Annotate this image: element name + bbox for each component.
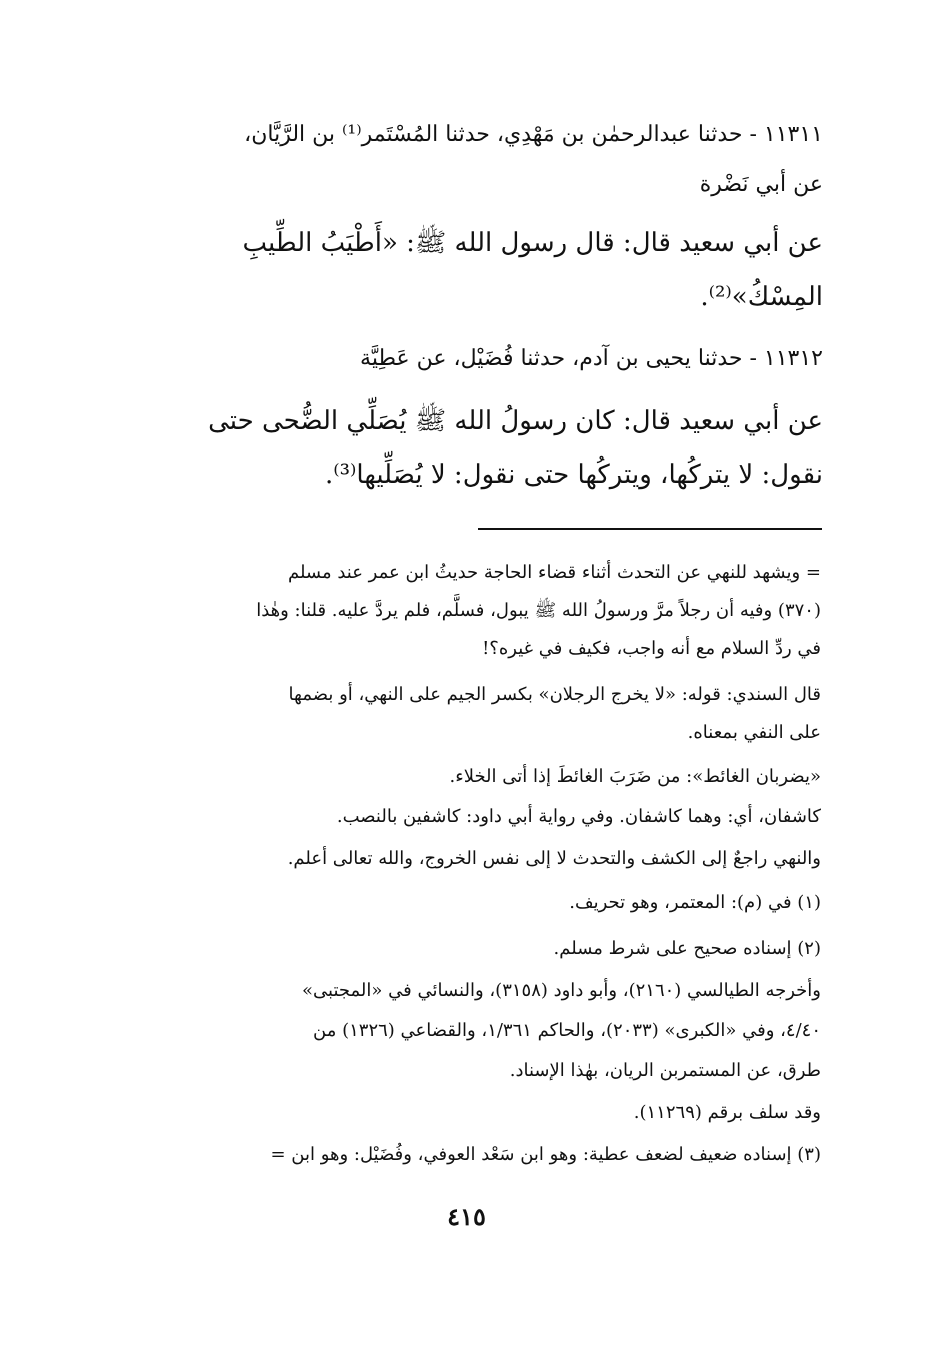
page-number: ٤١٥: [447, 1202, 486, 1231]
footnote-line: والنهي راجعٌ إلى الكشف والتحدث لا إلى نفس الخروج، والله تعالى أعلم.: [287, 848, 821, 869]
footnote-line: قال السندي: قوله: «لا يخرج الرجلان» بكسر الجيم على النهي، أو بضمها: [288, 684, 821, 705]
hadith-11311-line-4: المِسْكُ»⁽²⁾.: [700, 282, 823, 312]
hadith-11311-line-2: عن أبي نَضْرة: [699, 172, 823, 197]
footnote-separator: [478, 528, 822, 530]
footnote-line: وقد سلف برقم (١١٢٦٩).: [633, 1102, 821, 1123]
hadith-11312-line-3: نقول: لا يتركُها، ويتركُها حتى نقول: لا يُصَلِّيها⁽³⁾.: [324, 460, 823, 490]
footnote-line: (١) في (م): المعتمر، وهو تحريف.: [569, 892, 821, 913]
hadith-11312-line-2: عن أبي سعيد قال: كان رسولُ الله ﷺ يُصَلِّي الضُّحى حتى: [208, 406, 823, 436]
footnote-line: في ردِّ السلام مع أنه واجب، فكيف في غيره؟!: [482, 638, 821, 659]
footnote-line: «يضربان الغائط»: من ضَرَبَ الغائطَ إذا أتى الخلاء.: [449, 766, 821, 787]
footnote-line: على النفي بمعناه.: [687, 722, 821, 743]
hadith-11312-line-1: ١١٣١٢ - حدثنا يحيى بن آدم، حدثنا فُضَيْل، عن عَطِيَّة: [360, 346, 823, 371]
footnote-line: كاشفان، أي: وهما كاشفان. وفي رواية أبي داود: كاشفين بالنصب.: [336, 806, 821, 827]
footnote-line: وأخرجه الطيالسي (٢١٦٠)، وأبو داود (٣١٥٨)، والنسائي في «المجتبى»: [302, 980, 821, 1001]
footnote-line: ٤/٤٠، وفي «الكبرى» (٢٠٣٣)، والحاكم ١/٣٦١، والقضاعي (١٣٢٦) من: [313, 1020, 821, 1041]
footnote-line: (٢) إسناده صحيح على شرط مسلم.: [553, 938, 821, 959]
footnote-line: (٣٧٠) وفيه أن رجلاً مرَّ ورسولُ الله ﷺ يبول، فسلَّم، فلم يردَّ عليه. قلنا: وهٰذا: [256, 600, 821, 621]
footnote-line: طرق، عن المستمربن الريان، بهٰذا الإسناد.: [509, 1060, 821, 1081]
footnote-line: (٣) إسناده ضعيف لضعف عطية: وهو ابن سَعْد العوفي، وفُضَيْل: وهو ابن =: [270, 1144, 821, 1165]
footnote-line: = ويشهد للنهي عن التحدث أثناء قضاء الحاجة حديثُ ابن عمر عند مسلم: [287, 562, 821, 583]
hadith-11311-line-3: عن أبي سعيد قال: قال رسول الله ﷺ: «أَطْيَبُ الطِّيبِ: [242, 228, 823, 258]
hadith-11311-line-1: ١١٣١١ - حدثنا عبدالرحمٰن بن مَهْدِي، حدثنا المُسْتَمر⁽¹⁾ بن الرَّيَّان،: [244, 122, 823, 147]
